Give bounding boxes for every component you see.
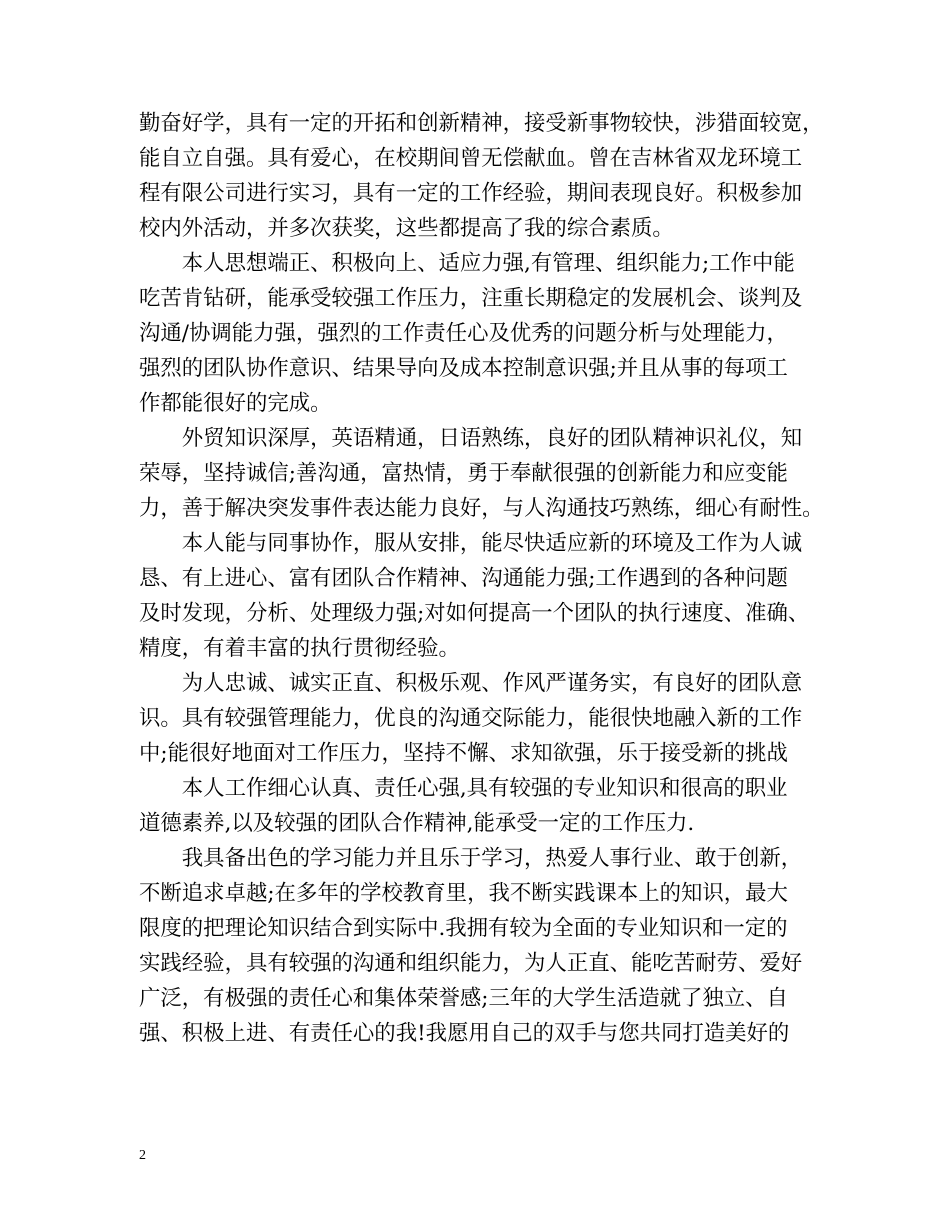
page-number: 2 [139, 1148, 146, 1163]
text-line: 不断追求卓越;在多年的学校教育里，我不断实践课本上的知识，最大 [139, 881, 788, 906]
text-line: 广泛，有极强的责任心和集体荣誉感;三年的大学生活造就了独立、自 [139, 986, 788, 1011]
text-line: 强、积极上进、有责任心的我!我愿用自己的双手与您共同打造美好的 [139, 1021, 790, 1046]
text-line: 我具备出色的学习能力并且乐于学习，热爱人事行业、敢于创新， [139, 846, 803, 871]
text-line: 本人工作细心认真、责任心强,具有较强的专业知识和很高的职业 [139, 776, 788, 801]
text-line: 及时发现，分析、处理级力强;对如何提高一个团队的执行速度、准确、 [139, 601, 810, 626]
text-line: 能自立自强。具有爱心，在校期间曾无偿献血。曾在吉林省双龙环境工 [139, 146, 803, 171]
text-line: 道德素养,以及较强的团队合作精神,能承受一定的工作压力. [139, 811, 695, 836]
text-line: 作都能很好的完成。 [139, 391, 332, 416]
text-line: 中;能很好地面对工作压力，坚持不懈、求知欲强，乐于接受新的挑战 [139, 741, 788, 766]
text-line: 识。具有较强管理能力，优良的沟通交际能力，能很快地融入新的工作 [139, 706, 803, 731]
text-line: 本人思想端正、积极向上、适应力强,有管理、组织能力;工作中能 [139, 251, 795, 276]
text-line: 勤奋好学，具有一定的开拓和创新精神，接受新事物较快，涉猎面较宽， [139, 111, 824, 136]
text-line: 恳、有上进心、富有团队合作精神、沟通能力强;工作遇到的各种问题 [139, 566, 788, 591]
text-line: 吃苦肯钻研，能承受较强工作压力，注重长期稳定的发展机会、谈判及 [139, 286, 803, 311]
text-line: 限度的把理论知识结合到实际中.我拥有较为全面的专业知识和一定的 [139, 916, 788, 941]
text-line: 荣辱，坚持诚信;善沟通，富热情，勇于奉献很强的创新能力和应变能 [139, 461, 788, 486]
text-line: 强烈的团队协作意识、结果导向及成本控制意识强;并且从事的每项工 [139, 356, 788, 381]
text-line: 程有限公司进行实习，具有一定的工作经验，期间表现良好。积极参加 [139, 181, 803, 206]
text-line: 实践经验，具有较强的沟通和组织能力，为人正直、能吃苦耐劳、爱好 [139, 951, 803, 976]
text-line: 校内外活动，并多次获奖，这些都提高了我的综合素质。 [139, 216, 674, 241]
document-body [139, 106, 829, 1051]
text-line: 外贸知识深厚，英语精通，日语熟练，良好的团队精神识礼仪，知 [139, 426, 803, 451]
text-line: 精度，有着丰富的执行贯彻经验。 [139, 636, 460, 661]
text-line: 力，善于解决突发事件表达能力良好，与人沟通技巧熟练，细心有耐性。 [139, 496, 824, 521]
text-line: 本人能与同事协作，服从安排，能尽快适应新的环境及工作为人诚 [139, 531, 803, 556]
text-line: 沟通/协调能力强，强烈的工作责任心及优秀的问题分析与处理能力， [139, 321, 788, 346]
text-line: 为人忠诚、诚实正直、积极乐观、作风严谨务实，有良好的团队意 [139, 671, 803, 696]
